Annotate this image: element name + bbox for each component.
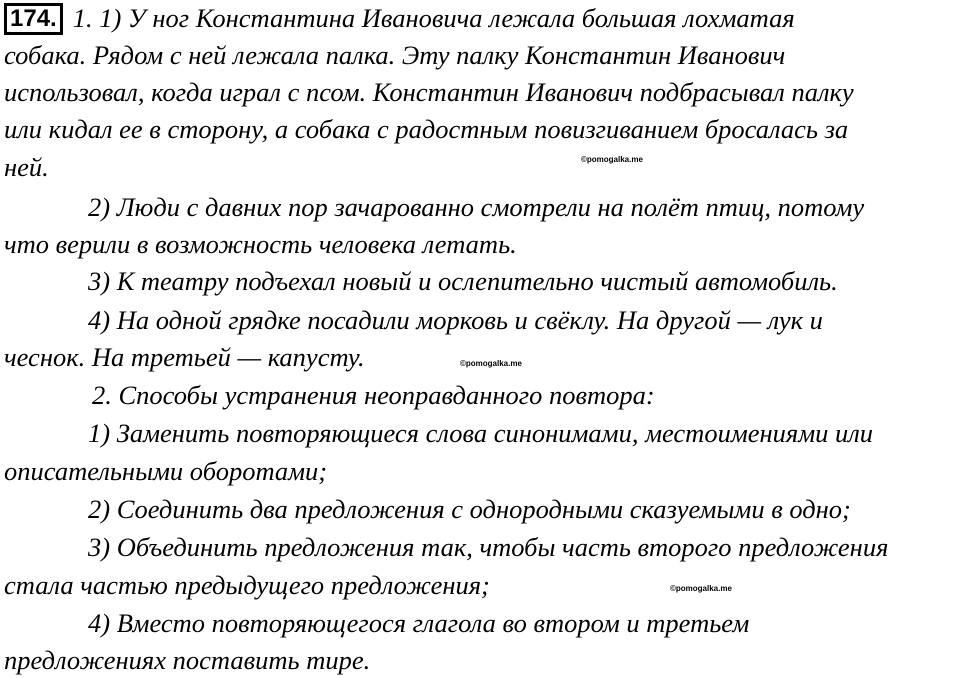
text-line-1 bbox=[4, 3, 795, 33]
watermark-3: ©pomogalka.me bbox=[670, 584, 732, 593]
text-line-7: что верили в возможность человека летать. bbox=[4, 229, 517, 259]
text-line-9: 4) На одной грядке посадили морковь и свёклу. На другой — лук и bbox=[88, 305, 823, 335]
text-line-5: ней. bbox=[4, 152, 49, 182]
text-line-6: 2) Люди с давних пор зачарованно смотрели на полёт птиц, потому bbox=[88, 192, 865, 222]
text-line-15: 3) Объединить предложения так, чтобы часть второго предложения bbox=[88, 532, 889, 562]
watermark-2: ©pomogalka.me bbox=[460, 359, 522, 368]
text-line-2: собака. Рядом с ней лежала палка. Эту палку Константин Иванович bbox=[4, 40, 786, 70]
text-line-10: чеснок. На третьей — капусту. bbox=[4, 342, 365, 372]
text-line-11: 2. Способы устранения неоправданного повтора: bbox=[92, 380, 655, 410]
watermark-1: ©pomogalka.me bbox=[581, 155, 643, 164]
text-line-3: использовал, когда играл с псом. Константин Иванович подбрасывал палку bbox=[4, 77, 854, 107]
text-line-18: предложениях поставить тире. bbox=[4, 645, 371, 675]
text-line-12: 1) Заменить повторяющиеся слова синонимами, местоимениями или bbox=[88, 418, 874, 448]
text-line-17: 4) Вместо повторяющегося глагола во втором и третьем bbox=[88, 608, 750, 638]
text-line-13: описательными оборотами; bbox=[4, 456, 328, 486]
text-line-8: 3) К театру подъехал новый и ослепительно чистый автомобиль. bbox=[88, 266, 838, 296]
text-line-4: или кидал ее в сторону, а собака с радостным повизгиванием бросалась за bbox=[4, 114, 849, 144]
text-line-14: 2) Соединить два предложения с однородными сказуемыми в одно; bbox=[88, 494, 851, 524]
text-line-16: стала частью предыдущего предложения; bbox=[4, 570, 490, 600]
text-line-1-content: 1. 1) У ног Константина Ивановича лежала большая лохматая bbox=[72, 3, 795, 33]
exercise-number-badge: 174. bbox=[4, 3, 63, 35]
